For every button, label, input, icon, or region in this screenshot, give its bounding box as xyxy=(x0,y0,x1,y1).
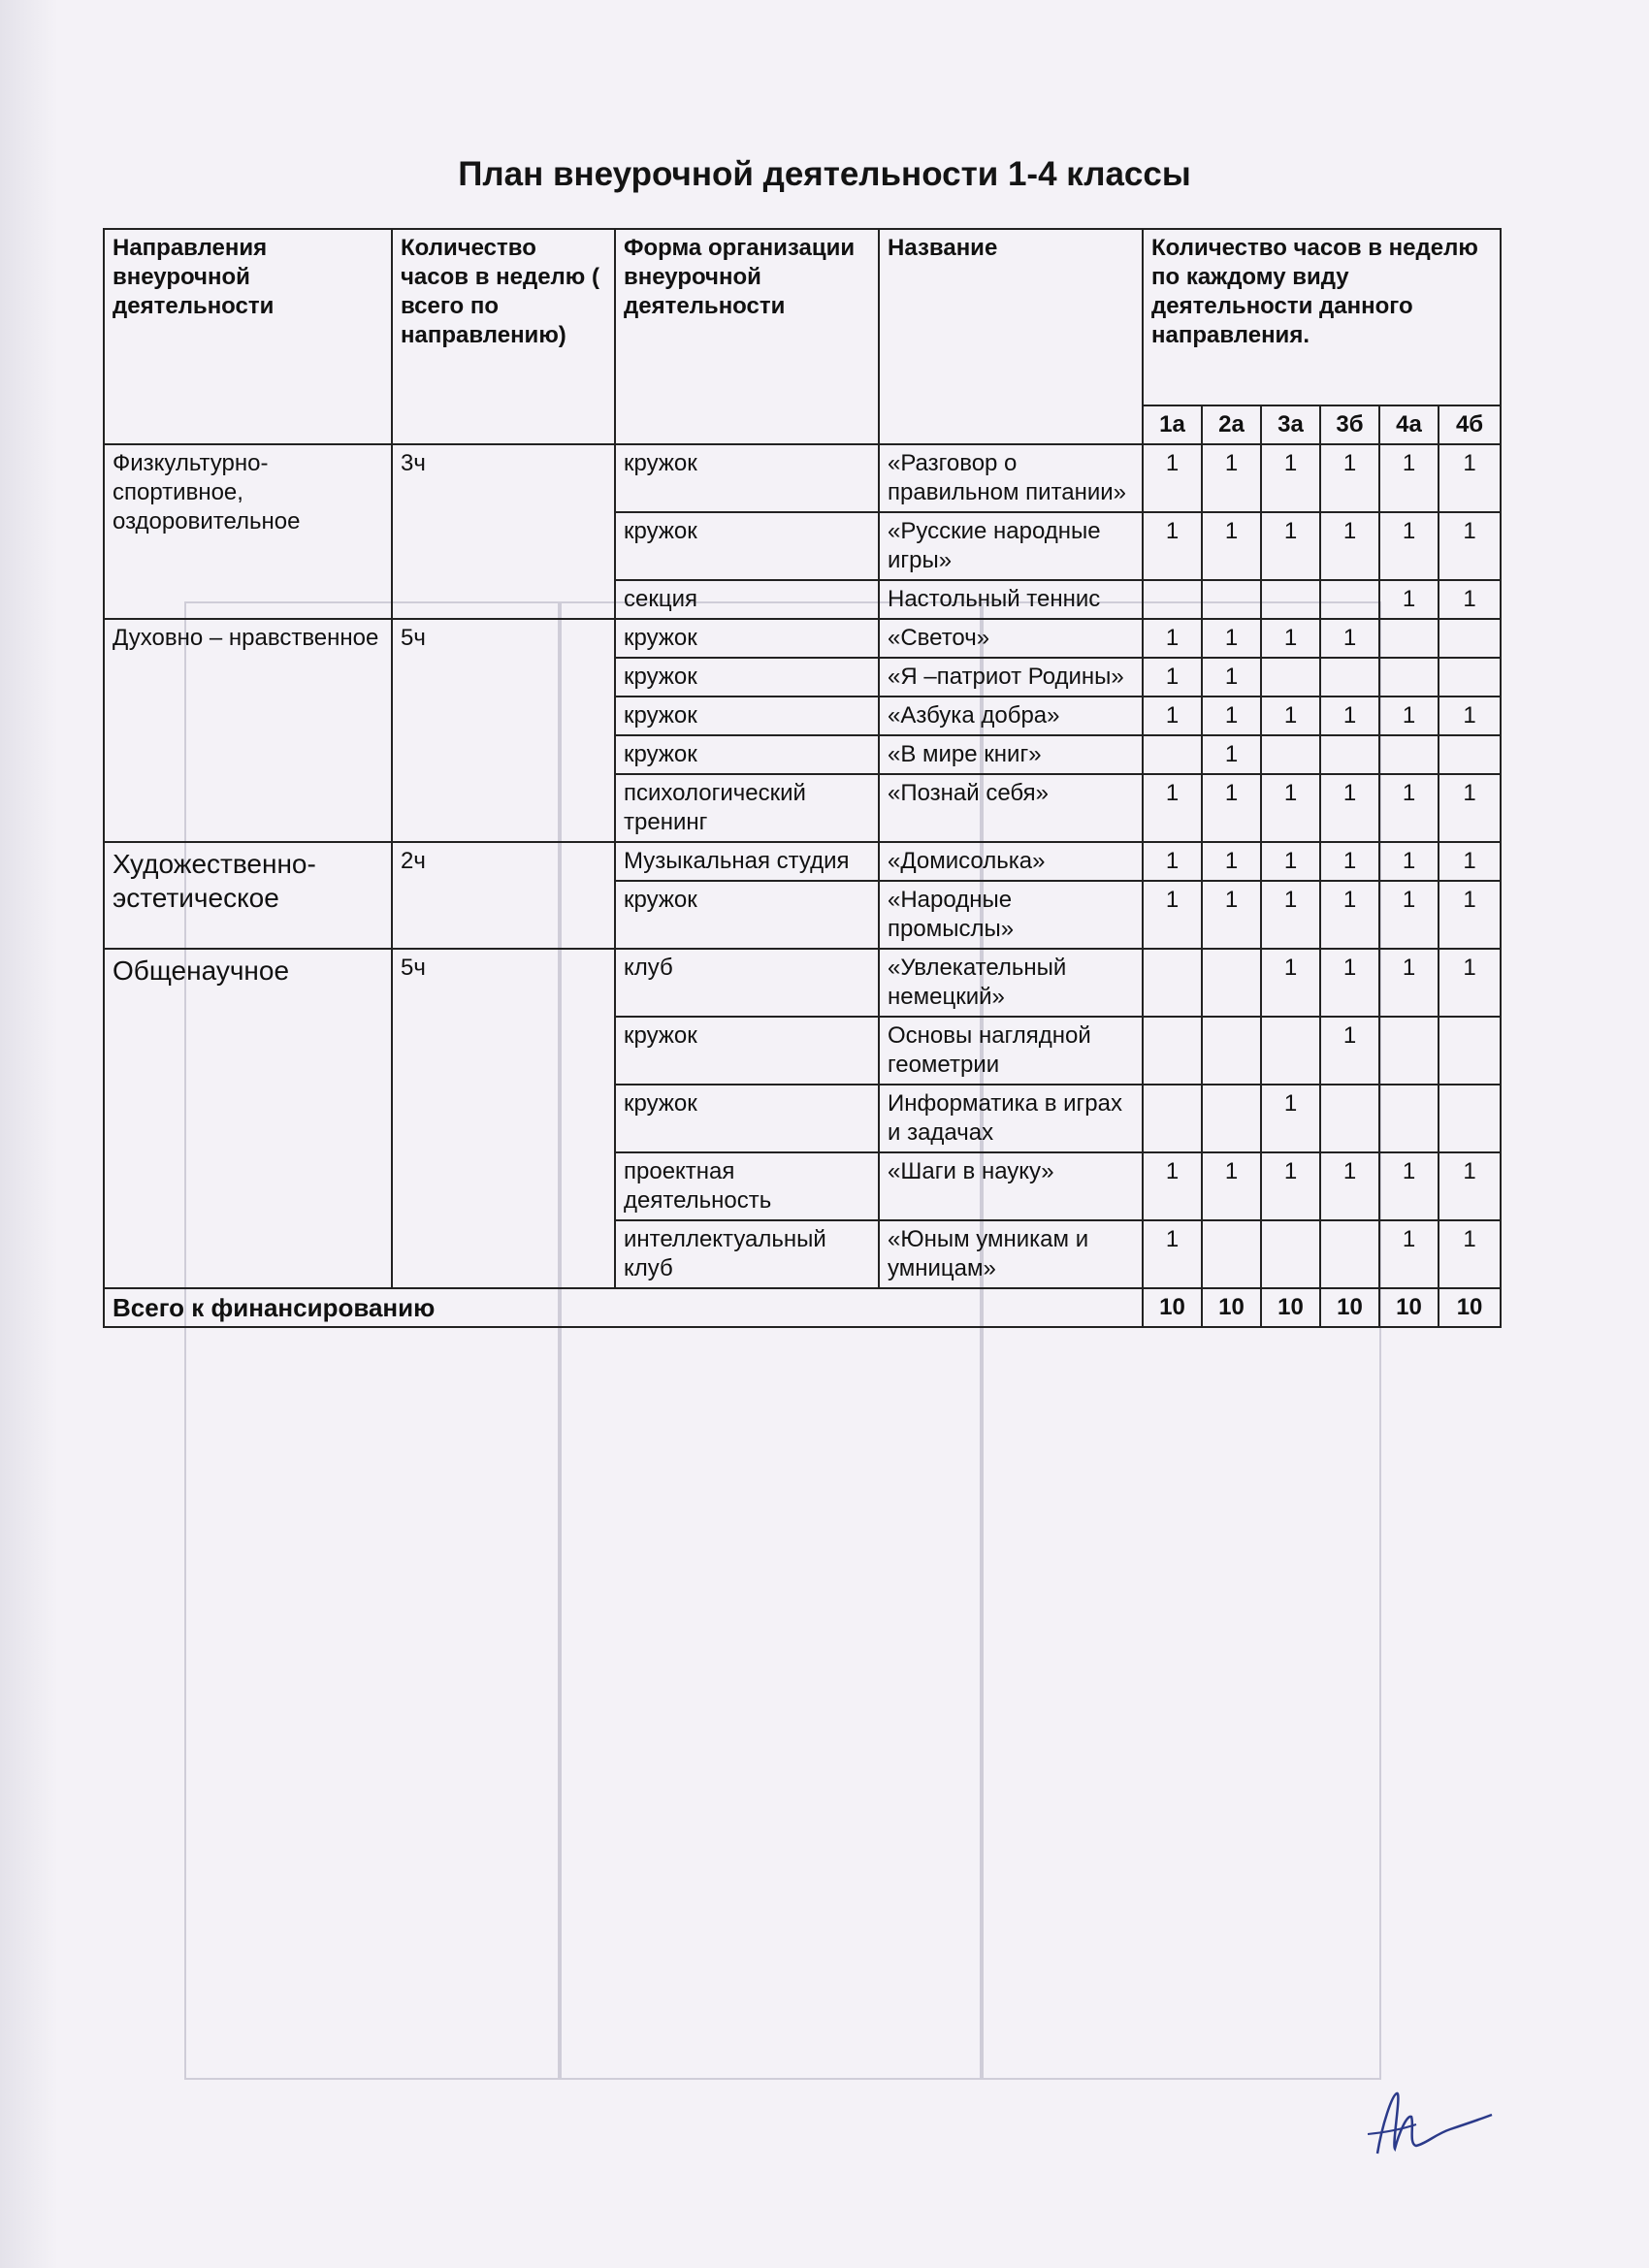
class-header-1: 2а xyxy=(1202,405,1261,444)
hours-value-cell: 1 xyxy=(1439,512,1501,580)
hours-value-cell: 1 xyxy=(1379,580,1439,619)
name-cell: «Юным умникам и умницам» xyxy=(879,1220,1143,1288)
hours-value-cell: 1 xyxy=(1439,580,1501,619)
form-cell: кружок xyxy=(615,444,879,512)
hours-value-cell xyxy=(1320,658,1379,697)
header-row xyxy=(104,229,1501,405)
hours-value-cell: 1 xyxy=(1261,1085,1320,1152)
total-value-cell: 10 xyxy=(1143,1288,1202,1327)
hours-value-cell: 1 xyxy=(1202,658,1261,697)
hours-value-cell: 1 xyxy=(1261,774,1320,842)
form-cell: кружок xyxy=(615,735,879,774)
hours-value-cell xyxy=(1379,1085,1439,1152)
hours-value-cell xyxy=(1439,1017,1501,1085)
header-direction: Направления внеурочной деятельности xyxy=(104,229,392,444)
page-edge xyxy=(0,0,58,2268)
name-cell: «Разговор о правильном питании» xyxy=(879,444,1143,512)
hours-cell: 2ч xyxy=(392,842,615,949)
name-cell: «Светоч» xyxy=(879,619,1143,658)
hours-value-cell xyxy=(1261,1017,1320,1085)
hours-value-cell xyxy=(1202,580,1261,619)
class-header-4: 4а xyxy=(1379,405,1439,444)
hours-value-cell xyxy=(1143,949,1202,1017)
total-label: Всего к финансированию xyxy=(104,1288,1143,1327)
hours-value-cell xyxy=(1261,658,1320,697)
name-cell: «Домисолька» xyxy=(879,842,1143,881)
hours-value-cell: 1 xyxy=(1320,1152,1379,1220)
hours-value-cell: 1 xyxy=(1439,949,1501,1017)
name-cell: «Познай себя» xyxy=(879,774,1143,842)
hours-value-cell: 1 xyxy=(1320,1017,1379,1085)
name-cell: «Увлекательный немецкий» xyxy=(879,949,1143,1017)
direction-cell: Общенаучное xyxy=(104,949,392,1288)
table-row xyxy=(104,842,1501,881)
name-cell: «В мире книг» xyxy=(879,735,1143,774)
hours-value-cell xyxy=(1320,735,1379,774)
hours-value-cell: 1 xyxy=(1202,774,1261,842)
name-cell: «Шаги в науку» xyxy=(879,1152,1143,1220)
hours-value-cell xyxy=(1143,580,1202,619)
hours-value-cell: 1 xyxy=(1261,949,1320,1017)
form-cell: клуб xyxy=(615,949,879,1017)
hours-value-cell xyxy=(1202,949,1261,1017)
name-cell: Настольный теннис xyxy=(879,580,1143,619)
total-value-cell: 10 xyxy=(1320,1288,1379,1327)
hours-value-cell: 1 xyxy=(1202,512,1261,580)
total-value-cell: 10 xyxy=(1379,1288,1439,1327)
plan-body xyxy=(104,444,1501,1327)
hours-value-cell: 1 xyxy=(1143,512,1202,580)
hours-value-cell: 1 xyxy=(1379,444,1439,512)
name-cell: Основы наглядной геометрии xyxy=(879,1017,1143,1085)
direction-cell: Физкультурно-спортивное, оздоровительное xyxy=(104,444,392,619)
hours-value-cell xyxy=(1320,1085,1379,1152)
hours-value-cell xyxy=(1143,1085,1202,1152)
hours-value-cell: 1 xyxy=(1379,949,1439,1017)
class-header-0: 1а xyxy=(1143,405,1202,444)
hours-value-cell: 1 xyxy=(1261,1152,1320,1220)
hours-value-cell: 1 xyxy=(1439,1152,1501,1220)
header-hours: Количество часов в неделю ( всего по направлению) xyxy=(392,229,615,444)
page-title: План внеурочной деятельности 1-4 классы xyxy=(458,155,1191,193)
hours-value-cell xyxy=(1379,619,1439,658)
form-cell: интеллектуальный клуб xyxy=(615,1220,879,1288)
hours-value-cell: 1 xyxy=(1320,512,1379,580)
hours-value-cell xyxy=(1439,658,1501,697)
hours-value-cell: 1 xyxy=(1261,697,1320,735)
hours-value-cell xyxy=(1439,735,1501,774)
hours-value-cell: 1 xyxy=(1379,1220,1439,1288)
hours-value-cell: 1 xyxy=(1439,444,1501,512)
name-cell: «Народные промыслы» xyxy=(879,881,1143,949)
hours-value-cell: 1 xyxy=(1143,1220,1202,1288)
hours-value-cell: 1 xyxy=(1439,774,1501,842)
form-cell: проектная деятельность xyxy=(615,1152,879,1220)
hours-value-cell: 1 xyxy=(1202,842,1261,881)
form-cell: кружок xyxy=(615,658,879,697)
header-form: Форма организации внеурочной деятельности xyxy=(615,229,879,444)
class-header-3: 3б xyxy=(1320,405,1379,444)
form-cell: кружок xyxy=(615,512,879,580)
signature xyxy=(1358,2076,1494,2173)
hours-value-cell xyxy=(1261,1220,1320,1288)
total-row xyxy=(104,1288,1501,1327)
header-per-class: Количество часов в неделю по каждому виду деятельности данного направления. xyxy=(1143,229,1501,405)
form-cell: психологический тренинг xyxy=(615,774,879,842)
class-header-5: 4б xyxy=(1439,405,1501,444)
table-row xyxy=(104,619,1501,658)
form-cell: Музыкальная студия xyxy=(615,842,879,881)
hours-value-cell xyxy=(1379,658,1439,697)
hours-value-cell: 1 xyxy=(1439,842,1501,881)
hours-value-cell: 1 xyxy=(1439,881,1501,949)
hours-value-cell: 1 xyxy=(1143,697,1202,735)
hours-value-cell: 1 xyxy=(1261,512,1320,580)
hours-value-cell: 1 xyxy=(1320,949,1379,1017)
hours-value-cell xyxy=(1202,1085,1261,1152)
hours-value-cell: 1 xyxy=(1439,697,1501,735)
activity-plan-table xyxy=(103,228,1502,1328)
hours-value-cell: 1 xyxy=(1143,619,1202,658)
hours-value-cell: 1 xyxy=(1143,444,1202,512)
hours-value-cell: 1 xyxy=(1143,881,1202,949)
hours-value-cell: 1 xyxy=(1143,658,1202,697)
table-row xyxy=(104,444,1501,512)
total-value-cell: 10 xyxy=(1439,1288,1501,1327)
hours-value-cell: 1 xyxy=(1261,842,1320,881)
hours-value-cell: 1 xyxy=(1379,512,1439,580)
hours-value-cell: 1 xyxy=(1202,1152,1261,1220)
hours-value-cell: 1 xyxy=(1143,842,1202,881)
hours-value-cell: 1 xyxy=(1202,619,1261,658)
hours-value-cell: 1 xyxy=(1143,1152,1202,1220)
table-row xyxy=(104,949,1501,1017)
hours-value-cell: 1 xyxy=(1143,774,1202,842)
hours-cell: 5ч xyxy=(392,949,615,1288)
hours-value-cell: 1 xyxy=(1379,774,1439,842)
hours-value-cell: 1 xyxy=(1320,881,1379,949)
hours-value-cell xyxy=(1143,735,1202,774)
hours-cell: 5ч xyxy=(392,619,615,842)
hours-value-cell xyxy=(1379,1017,1439,1085)
direction-cell: Художественно-эстетическое xyxy=(104,842,392,949)
name-cell: «Азбука добра» xyxy=(879,697,1143,735)
form-cell: кружок xyxy=(615,1085,879,1152)
form-cell: кружок xyxy=(615,619,879,658)
direction-cell: Духовно – нравственное xyxy=(104,619,392,842)
hours-value-cell xyxy=(1202,1017,1261,1085)
form-cell: секция xyxy=(615,580,879,619)
hours-value-cell: 1 xyxy=(1320,697,1379,735)
hours-value-cell xyxy=(1261,735,1320,774)
hours-value-cell: 1 xyxy=(1261,881,1320,949)
hours-value-cell xyxy=(1320,580,1379,619)
hours-value-cell: 1 xyxy=(1320,842,1379,881)
hours-value-cell: 1 xyxy=(1202,444,1261,512)
total-value-cell: 10 xyxy=(1261,1288,1320,1327)
form-cell: кружок xyxy=(615,1017,879,1085)
total-value-cell: 10 xyxy=(1202,1288,1261,1327)
hours-value-cell: 1 xyxy=(1261,619,1320,658)
name-cell: Информатика в играх и задачах xyxy=(879,1085,1143,1152)
hours-value-cell: 1 xyxy=(1439,1220,1501,1288)
hours-cell: 3ч xyxy=(392,444,615,619)
name-cell: «Я –патриот Родины» xyxy=(879,658,1143,697)
hours-value-cell: 1 xyxy=(1320,444,1379,512)
header-name: Название xyxy=(879,229,1143,444)
name-cell: «Русские народные игры» xyxy=(879,512,1143,580)
hours-value-cell: 1 xyxy=(1379,697,1439,735)
hours-value-cell: 1 xyxy=(1202,881,1261,949)
hours-value-cell: 1 xyxy=(1202,735,1261,774)
hours-value-cell xyxy=(1143,1017,1202,1085)
hours-value-cell: 1 xyxy=(1379,881,1439,949)
form-cell: кружок xyxy=(615,697,879,735)
hours-value-cell: 1 xyxy=(1320,619,1379,658)
hours-value-cell: 1 xyxy=(1261,444,1320,512)
hours-value-cell: 1 xyxy=(1320,774,1379,842)
hours-value-cell xyxy=(1379,735,1439,774)
hours-value-cell: 1 xyxy=(1379,842,1439,881)
hours-value-cell xyxy=(1261,580,1320,619)
hours-value-cell xyxy=(1320,1220,1379,1288)
hours-value-cell xyxy=(1439,619,1501,658)
class-header-2: 3а xyxy=(1261,405,1320,444)
hours-value-cell xyxy=(1202,1220,1261,1288)
hours-value-cell xyxy=(1439,1085,1501,1152)
hours-value-cell: 1 xyxy=(1379,1152,1439,1220)
hours-value-cell: 1 xyxy=(1202,697,1261,735)
form-cell: кружок xyxy=(615,881,879,949)
